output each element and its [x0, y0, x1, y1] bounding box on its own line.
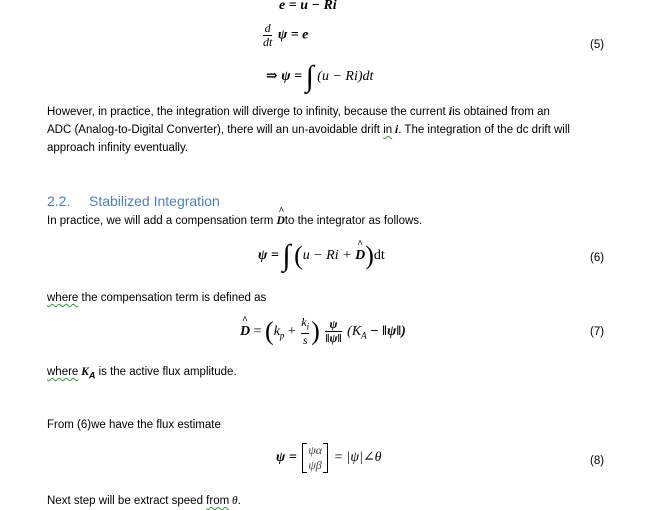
spellcheck-word[interactable]: where: [47, 366, 79, 378]
section-heading: [47, 193, 220, 209]
close-paren: ): [365, 241, 374, 270]
close-paren: ): [311, 316, 320, 346]
equation-5-line3: [266, 62, 373, 92]
eq5-line3-body: (u − Ri)dt: [317, 69, 374, 85]
psi-normalized: [325, 318, 341, 345]
paragraph-1-line-1: [47, 103, 550, 121]
kp-sub: p: [279, 330, 285, 341]
eq6-hat-term: ^ D: [355, 248, 365, 264]
eq5-line1-text: e = u − Ri: [279, 0, 337, 13]
open-paren: (: [265, 316, 274, 346]
paragraph-1-line-3: approach infinity eventually.: [47, 142, 189, 154]
eq7-lhs: ^ D: [240, 324, 250, 340]
K-sub: A: [361, 330, 367, 341]
paragraph-6: [47, 492, 241, 510]
text: .: [237, 495, 241, 507]
paragraph-4: [47, 363, 237, 384]
eq5-line2-text: ψ = e: [277, 27, 309, 43]
psi-beta: ψβ: [308, 458, 322, 472]
equation-7: [240, 316, 406, 347]
frac-numerator: d: [264, 21, 271, 35]
equation-number-6: (6): [590, 252, 605, 264]
frac-numerator: ψ: [325, 318, 341, 332]
spellcheck-word[interactable]: in: [383, 124, 393, 136]
equals: =: [253, 323, 262, 339]
compensation-term: ^ D: [276, 212, 284, 230]
section-title: Stabilized Integration: [89, 193, 220, 209]
psi-alpha: ψα: [308, 443, 323, 457]
paragraph-3: [47, 289, 266, 307]
equation-number-7: (7): [590, 326, 605, 338]
text: However, in practice, the integration will diverge to infinity, because the current: [47, 106, 449, 118]
spellcheck-word[interactable]: from: [206, 495, 230, 507]
integral-sign: ∫: [305, 60, 314, 93]
frac-denominator: dt: [263, 35, 273, 49]
text: . The integration of the dc drift will: [398, 124, 570, 136]
paragraph-1-line-2: [47, 121, 570, 139]
frac-denominator: ‖ψ‖: [325, 331, 342, 346]
flux-vector: [302, 443, 328, 473]
frac-numerator: [301, 316, 309, 334]
current-variable: i: [392, 124, 399, 136]
section-number: 2.2.: [47, 193, 71, 209]
eq7-tail-rest: − ‖ψ‖): [370, 323, 406, 339]
eq8-lhs: ψ =: [276, 450, 297, 466]
open-paren: (: [294, 241, 303, 270]
spellcheck-word[interactable]: where: [47, 292, 79, 304]
K-variable: K: [78, 366, 89, 378]
text: the compensation term is defined as: [78, 292, 267, 304]
equation-8: [276, 443, 382, 473]
text: Next step will be extract speed: [47, 495, 207, 507]
ki: k: [301, 315, 307, 329]
eq6-body: u − Ri +: [302, 248, 352, 264]
K-sub: A: [88, 370, 96, 381]
equation-5-line1: [279, 0, 337, 14]
eq8-rhs: = |ψ|∠θ: [333, 450, 382, 466]
eq6-dt: dt: [373, 248, 385, 264]
text: to the integrator as follows.: [284, 215, 423, 227]
ki-sub: i: [306, 321, 310, 332]
text: ADC (Analog-to-Digital Converter), there will an un-avoidable drift: [47, 124, 384, 136]
text: is the active flux amplitude.: [95, 366, 237, 378]
equation-number-8: (8): [590, 455, 605, 467]
equation-6: [258, 241, 385, 271]
frac-denominator: s: [302, 333, 308, 348]
eq6-lhs: ψ =: [258, 248, 279, 264]
paragraph-5: From (6)we have the flux estimate: [47, 419, 221, 431]
text: is obtained from an: [452, 106, 550, 118]
paragraph-2: [47, 212, 422, 230]
text: In practice, we will add a compensation term: [47, 215, 277, 227]
equation-5-line2: [261, 22, 308, 49]
plus: +: [287, 323, 296, 339]
current-variable: i: [448, 106, 453, 118]
eq7-tail: (K: [347, 323, 362, 339]
kp: k: [273, 323, 280, 339]
eq5-line3-prefix: ⇒ ψ =: [266, 69, 303, 85]
equation-number-5: (5): [590, 39, 605, 51]
eq5-derivative-fraction: [263, 22, 272, 49]
ki-over-s: [301, 316, 309, 347]
integral-sign: ∫: [282, 239, 291, 272]
theta-variable: θ: [229, 495, 238, 507]
